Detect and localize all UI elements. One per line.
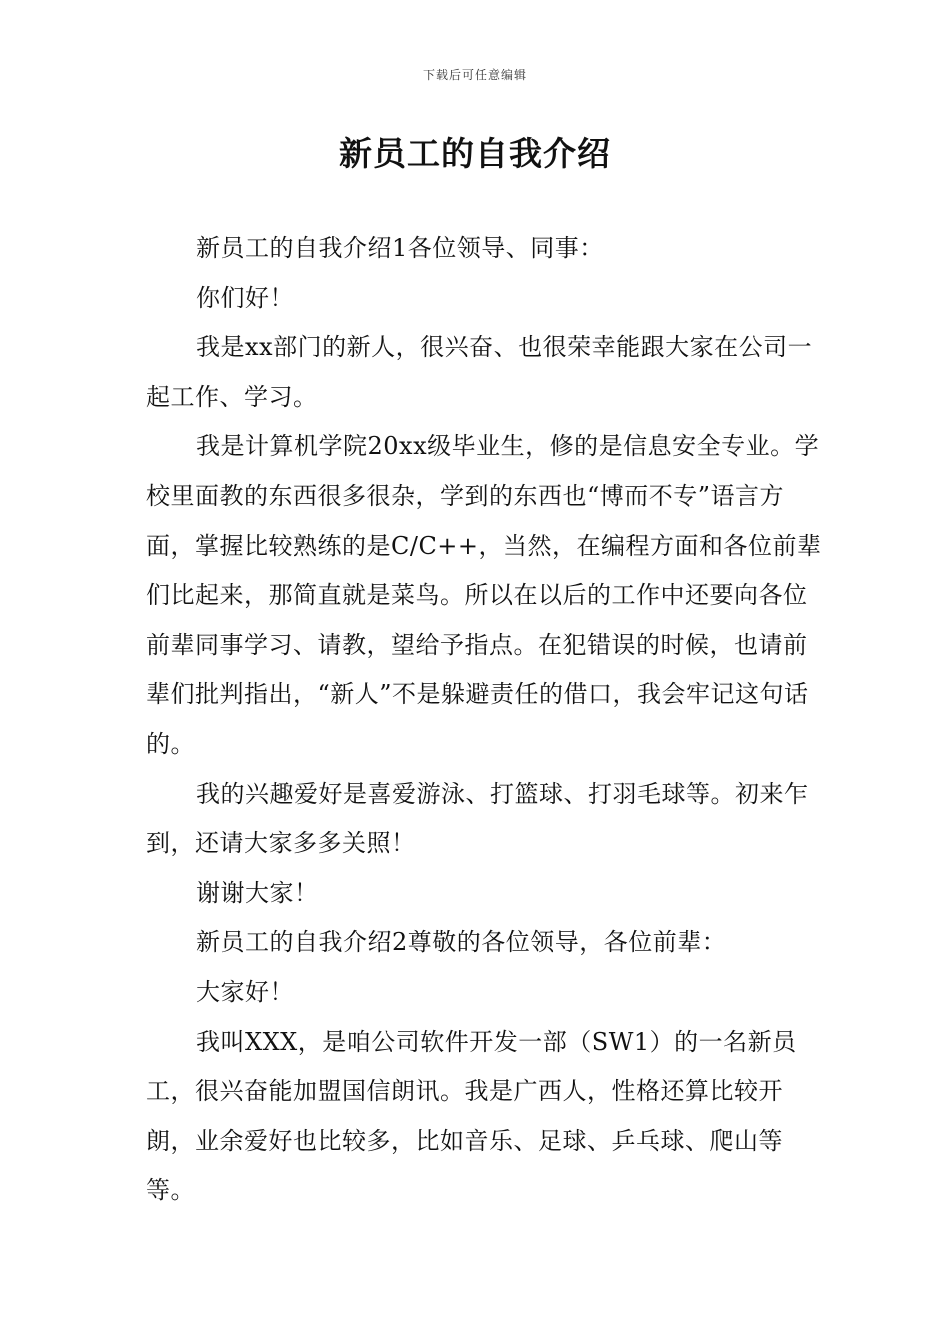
paragraph: 我叫XXX，是咱公司软件开发一部（SW1）的一名新员工，很兴奋能加盟国信朗讯。我是广西人，性格还算比较开朗，业余爱好也比较多，比如音乐、足球、乒乓球、爬山等等。	[146, 1027, 797, 1205]
paragraph: 新员工的自我介绍2尊敬的各位领导，各位前辈：	[196, 928, 727, 957]
paragraph: 你们好！	[196, 283, 294, 312]
paragraph: 我的兴趣爱好是喜爱游泳、打篮球、打羽毛球等。初来乍到，还请大家多多关照！	[146, 779, 809, 858]
paragraph: 我是计算机学院20xx级毕业生，修的是信息安全专业。学校里面教的东西很多很杂，学到的东西也“博而不专”语言方面，掌握比较熟练的是C/C++，当然，在编程方面和各位前辈们比起来，那简直就是菜鸟。所以在以后的工作中还要向各位前辈同事学习、请教，望给予指点。在犯错误的时候，也请前辈们批判指出，“新人”不是躲避责任的借口，我会牢记这句话的。	[146, 432, 822, 758]
paragraph: 大家好！	[196, 977, 294, 1006]
paragraph: 谢谢大家！	[196, 878, 319, 907]
paragraph: 新员工的自我介绍1各位领导、同事：	[196, 234, 604, 262]
document-title: 新员工的自我介绍	[339, 134, 611, 173]
paragraph: 我是xx部门的新人，很兴奋、也很荣幸能跟大家在公司一起工作、学习。	[146, 333, 813, 411]
header-note: 下载后可任意编辑	[422, 68, 527, 82]
document-body	[146, 224, 826, 1216]
